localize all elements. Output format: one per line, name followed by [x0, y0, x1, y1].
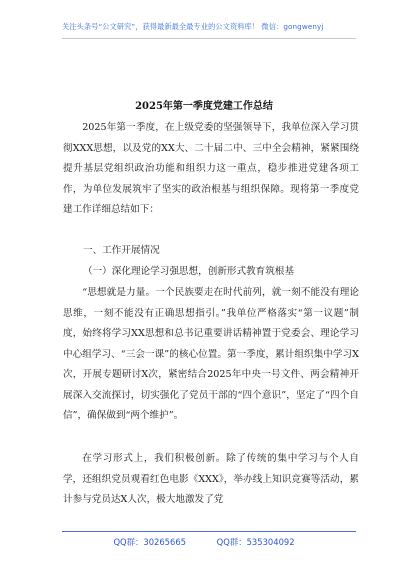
subsection-heading: （一）深化理论学习强思想，创新形式教育筑根基	[83, 266, 295, 277]
section-heading: 一、工作开展情况	[83, 245, 160, 256]
footer-qq-group-2: QQ群：535304092	[216, 537, 295, 547]
document-title: 2025年第一季度党建工作总结	[135, 101, 273, 112]
footer-divider	[62, 531, 356, 532]
header-banner: 关注头条号“公文研究”，获得最新最全最专业的公文资料库！ 微信：gongwenyj	[62, 22, 324, 31]
body-paragraph-1: “思想就是力量。一个民族要走在时代前列，就一刻不能没有理论思维，一刻不能没有正确思想指引。”我单位严格落实“第一议题”制度，始终将学习XX思想和总书记重要讲话精神置于党委会、理论学习中心组学习、“三会一课”的核心位置。第一季度，累计组织集中学习X次，开展专题研讨X次，紧密结合2025年中央一号文件、两会精神开展深入交流探讨，切实强化了党员干部的“四个意识”，坚定了“四个自信”，确保做到“两个维护”。	[63, 287, 359, 421]
footer-qq-group-1: QQ群：30265665	[113, 537, 186, 547]
intro-paragraph: 2025年第一季度，在上级党委的坚强领导下，我单位深入学习贯彻XXX思想，以及党的XX大、二十届二中、三中全会精神，紧紧围绕提升基层党组织政治功能和组织力这一重点，稳步推进党建各项工作，为单位发展筑牢了坚实的政治根基与组织保障。现将第一季度党建工作详细总结如下：	[63, 122, 359, 215]
header-divider	[62, 38, 356, 39]
body-paragraph-2: 在学习形式上，我们积极创新。除了传统的集中学习与个人自学，还组织党员观看红色电影《XXX》，举办线上知识竞赛等活动，累计参与党员达X人次，极大地激发了党	[63, 453, 359, 505]
footer	[0, 536, 408, 548]
